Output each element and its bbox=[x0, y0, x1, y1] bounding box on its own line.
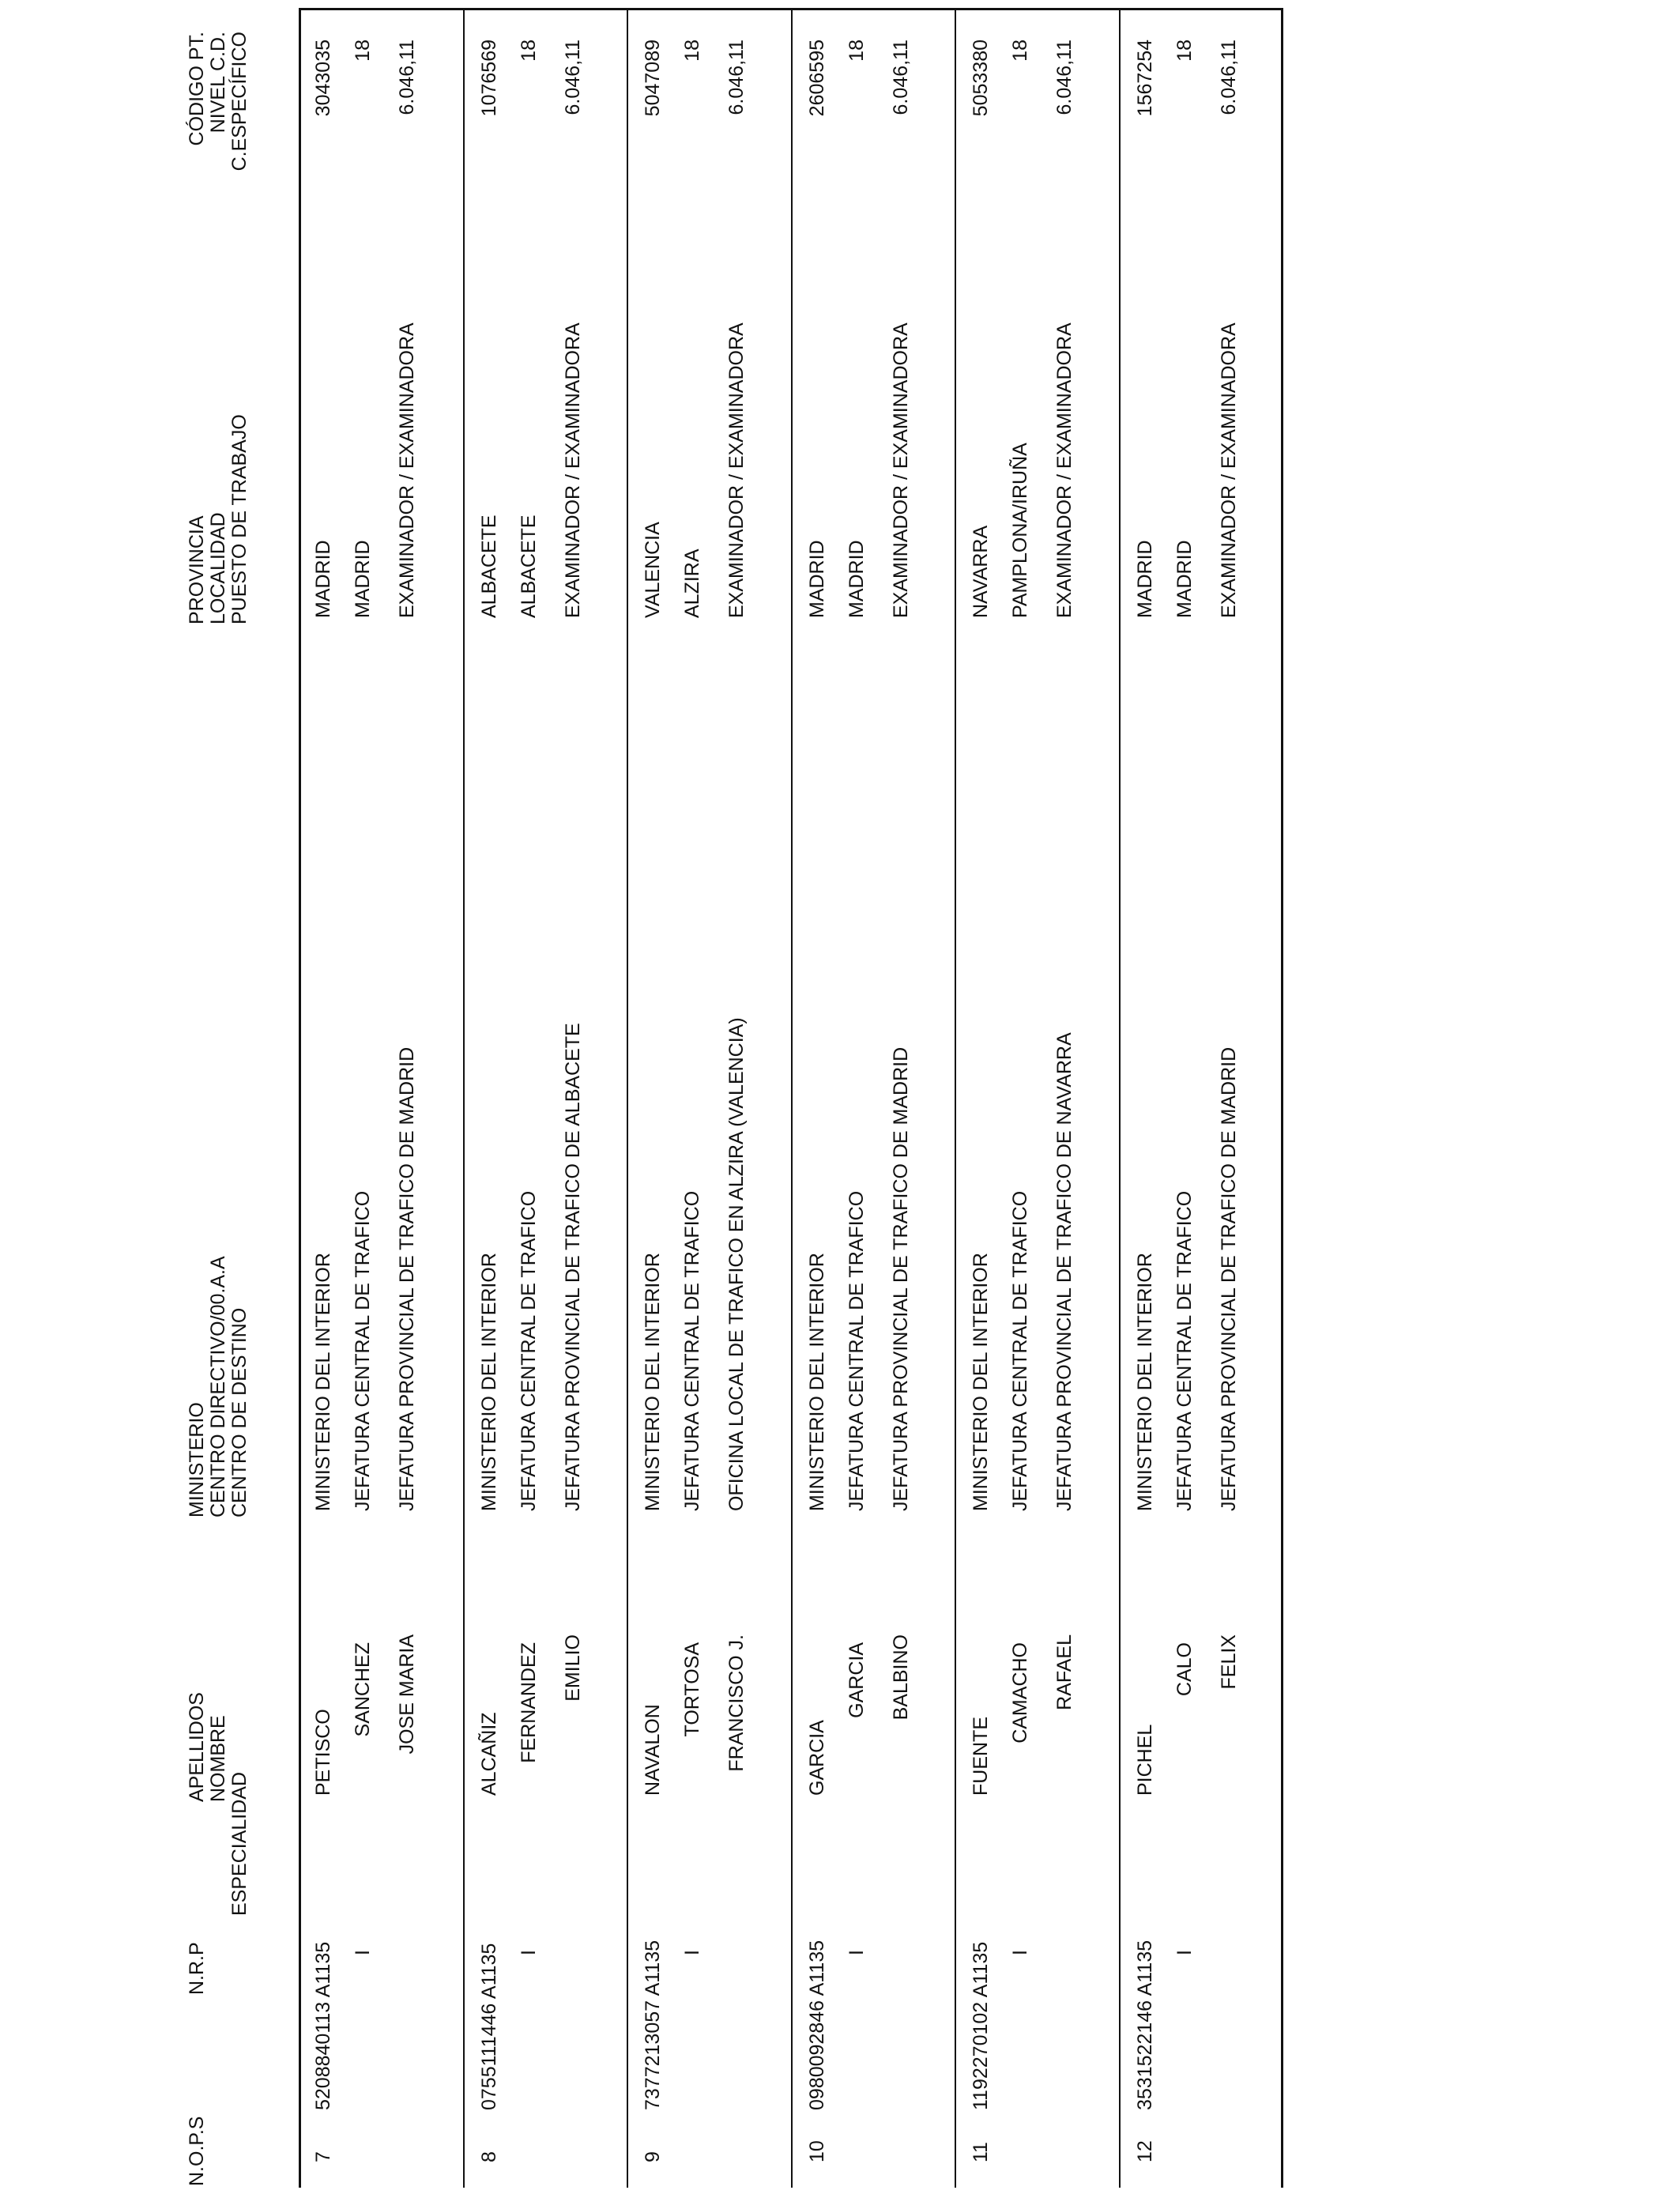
record-nivel: 18 bbox=[352, 40, 374, 62]
record-provincia: NAVARRA bbox=[970, 525, 992, 618]
record-ministerio: MINISTERIO DEL INTERIOR bbox=[1133, 1253, 1156, 1511]
table-row bbox=[463, 8, 627, 2188]
record-centro-directivo: JEFATURA CENTRAL DE TRAFICO bbox=[1173, 1190, 1196, 1511]
record-apellido1: ALCAÑIZ bbox=[477, 1712, 500, 1796]
record-nombre: EMILIO bbox=[561, 1634, 584, 1702]
header-nrp-especialidad bbox=[186, 1772, 250, 2019]
header-ministerio-centros: MINISTERIO CENTRO DIRECTIVO/00.A.A CENTRO DE DESTINO bbox=[186, 1256, 250, 1517]
record-apellido2: CAMACHO bbox=[1009, 1642, 1031, 1744]
record-nivel: 18 bbox=[681, 40, 703, 62]
record-localidad: ALZIRA bbox=[681, 548, 703, 618]
record-centro-directivo: JEFATURA CENTRAL DE TRAFICO bbox=[1009, 1190, 1031, 1511]
record-codigo: 5053380 bbox=[970, 40, 992, 117]
record-ministerio: MINISTERIO DEL INTERIOR bbox=[805, 1253, 828, 1511]
record-ministerio: MINISTERIO DEL INTERIOR bbox=[970, 1253, 992, 1511]
record-codigo: 3043035 bbox=[312, 40, 334, 117]
record-puesto: EXAMINADOR / EXAMINADORA bbox=[725, 322, 748, 618]
record-especifico: 6.046,11 bbox=[396, 40, 418, 115]
record-provincia: MADRID bbox=[1133, 540, 1156, 618]
record-apellido1: FUENTE bbox=[970, 1717, 992, 1796]
record-nrp: 3531522146 A1135 bbox=[1133, 1940, 1156, 2110]
header-provincia-localidad-puesto: PROVINCIA LOCALIDAD PUESTO DE TRABAJO bbox=[186, 414, 250, 624]
header-codigo-nivel-especifico: CÓDIGO PT. NIVEL C.D. C.ESPECÍFICO bbox=[186, 32, 250, 172]
record-especialidad: I bbox=[681, 1950, 703, 1955]
record-apellido1: PICHEL bbox=[1133, 1724, 1156, 1796]
record-provincia: MADRID bbox=[312, 540, 334, 618]
record-puesto: EXAMINADOR / EXAMINADORA bbox=[396, 322, 418, 618]
record-nrp: 0980092846 A1135 bbox=[805, 1940, 828, 2110]
record-especifico: 6.046,11 bbox=[889, 40, 912, 115]
table-row bbox=[1119, 8, 1283, 2188]
record-nrp: 0755111446 A1135 bbox=[477, 1943, 500, 2110]
record-centro-destino: JEFATURA PROVINCIAL DE TRAFICO DE ALBACETE bbox=[561, 1023, 584, 1511]
record-nrp: 1192270102 A1135 bbox=[970, 1941, 992, 2110]
record-especialidad: I bbox=[517, 1950, 540, 1955]
record-apellido1: NAVALON bbox=[642, 1704, 664, 1796]
record-number: 12 bbox=[1133, 2140, 1156, 2162]
record-puesto: EXAMINADOR / EXAMINADORA bbox=[1217, 322, 1240, 618]
record-number: 9 bbox=[642, 2151, 664, 2162]
table-row bbox=[299, 8, 463, 2188]
record-number: 11 bbox=[970, 2142, 992, 2162]
record-centro-directivo: JEFATURA CENTRAL DE TRAFICO bbox=[517, 1190, 540, 1511]
record-ministerio: MINISTERIO DEL INTERIOR bbox=[477, 1253, 500, 1511]
record-provincia: VALENCIA bbox=[642, 522, 664, 618]
record-especialidad: I bbox=[1173, 1950, 1196, 1955]
record-nivel: 18 bbox=[845, 40, 868, 62]
record-ministerio: MINISTERIO DEL INTERIOR bbox=[642, 1253, 664, 1511]
record-centro-directivo: JEFATURA CENTRAL DE TRAFICO bbox=[352, 1190, 374, 1511]
record-nombre: JOSE MARIA bbox=[396, 1634, 418, 1755]
record-ministerio: MINISTERIO DEL INTERIOR bbox=[312, 1253, 334, 1511]
record-apellido1: GARCIA bbox=[805, 1720, 828, 1796]
record-codigo: 5047089 bbox=[642, 40, 664, 117]
record-nombre: BALBINO bbox=[889, 1634, 912, 1721]
record-nombre: FRANCISCO J. bbox=[725, 1634, 748, 1772]
record-nombre: FELIX bbox=[1217, 1634, 1240, 1690]
header-especialidad: ESPECIALIDAD bbox=[228, 1771, 250, 1916]
record-especialidad: I bbox=[845, 1950, 868, 1955]
header-nrp: N.R.P bbox=[186, 1942, 208, 1995]
record-apellido2: CALO bbox=[1173, 1642, 1196, 1697]
record-apellido1: PETISCO bbox=[312, 1709, 334, 1796]
record-apellido2: SANCHEZ bbox=[352, 1642, 374, 1737]
record-localidad: MADRID bbox=[845, 540, 868, 618]
record-nivel: 18 bbox=[1173, 40, 1196, 62]
header-nops: N.O.P.S bbox=[186, 2116, 208, 2186]
record-number: 7 bbox=[312, 2151, 334, 2162]
record-puesto: EXAMINADOR / EXAMINADORA bbox=[561, 322, 584, 618]
record-especifico: 6.046,11 bbox=[561, 40, 584, 115]
record-apellido2: TORTOSA bbox=[681, 1642, 703, 1737]
record-centro-directivo: JEFATURA CENTRAL DE TRAFICO bbox=[681, 1190, 703, 1511]
table-row bbox=[955, 8, 1119, 2188]
record-nombre: RAFAEL bbox=[1053, 1634, 1075, 1710]
record-codigo: 1567254 bbox=[1133, 40, 1156, 117]
record-especifico: 6.046,11 bbox=[725, 40, 748, 115]
record-nrp: 7377213057 A1135 bbox=[642, 1940, 664, 2110]
record-localidad: MADRID bbox=[1173, 540, 1196, 618]
record-codigo: 2606595 bbox=[805, 40, 828, 117]
record-puesto: EXAMINADOR / EXAMINADORA bbox=[1053, 322, 1075, 618]
record-puesto: EXAMINADOR / EXAMINADORA bbox=[889, 322, 912, 618]
record-localidad: MADRID bbox=[352, 540, 374, 618]
record-centro-directivo: JEFATURA CENTRAL DE TRAFICO bbox=[845, 1190, 868, 1511]
record-centro-destino: JEFATURA PROVINCIAL DE TRAFICO DE MADRID bbox=[1217, 1046, 1240, 1511]
record-number: 10 bbox=[805, 2140, 828, 2162]
record-nivel: 18 bbox=[1009, 40, 1031, 62]
record-centro-destino: OFICINA LOCAL DE TRAFICO EN ALZIRA (VALENCIA) bbox=[725, 1017, 748, 1511]
record-nrp: 5208840113 A1135 bbox=[312, 1941, 334, 2110]
record-centro-destino: JEFATURA PROVINCIAL DE TRAFICO DE MADRID bbox=[396, 1046, 418, 1511]
record-apellido2: GARCIA bbox=[845, 1642, 868, 1718]
record-especifico: 6.046,11 bbox=[1217, 40, 1240, 115]
record-especifico: 6.046,11 bbox=[1053, 40, 1075, 115]
record-codigo: 1076569 bbox=[477, 40, 500, 117]
record-localidad: PAMPLONA/IRUÑA bbox=[1009, 443, 1031, 618]
record-centro-destino: JEFATURA PROVINCIAL DE TRAFICO DE MADRID bbox=[889, 1046, 912, 1511]
table-row bbox=[791, 8, 955, 2188]
record-localidad: ALBACETE bbox=[517, 515, 540, 618]
record-especialidad: I bbox=[352, 1950, 374, 1955]
header-apellidos-nombre: APELLIDOS NOMBRE bbox=[186, 1692, 229, 1802]
record-provincia: MADRID bbox=[805, 540, 828, 618]
record-apellido2: FERNANDEZ bbox=[517, 1642, 540, 1763]
record-number: 8 bbox=[477, 2151, 500, 2162]
table-row bbox=[627, 8, 791, 2188]
record-provincia: ALBACETE bbox=[477, 515, 500, 618]
record-especialidad: I bbox=[1009, 1950, 1031, 1955]
record-nivel: 18 bbox=[517, 40, 540, 62]
record-centro-destino: JEFATURA PROVINCIAL DE TRAFICO DE NAVARRA bbox=[1053, 1032, 1075, 1511]
